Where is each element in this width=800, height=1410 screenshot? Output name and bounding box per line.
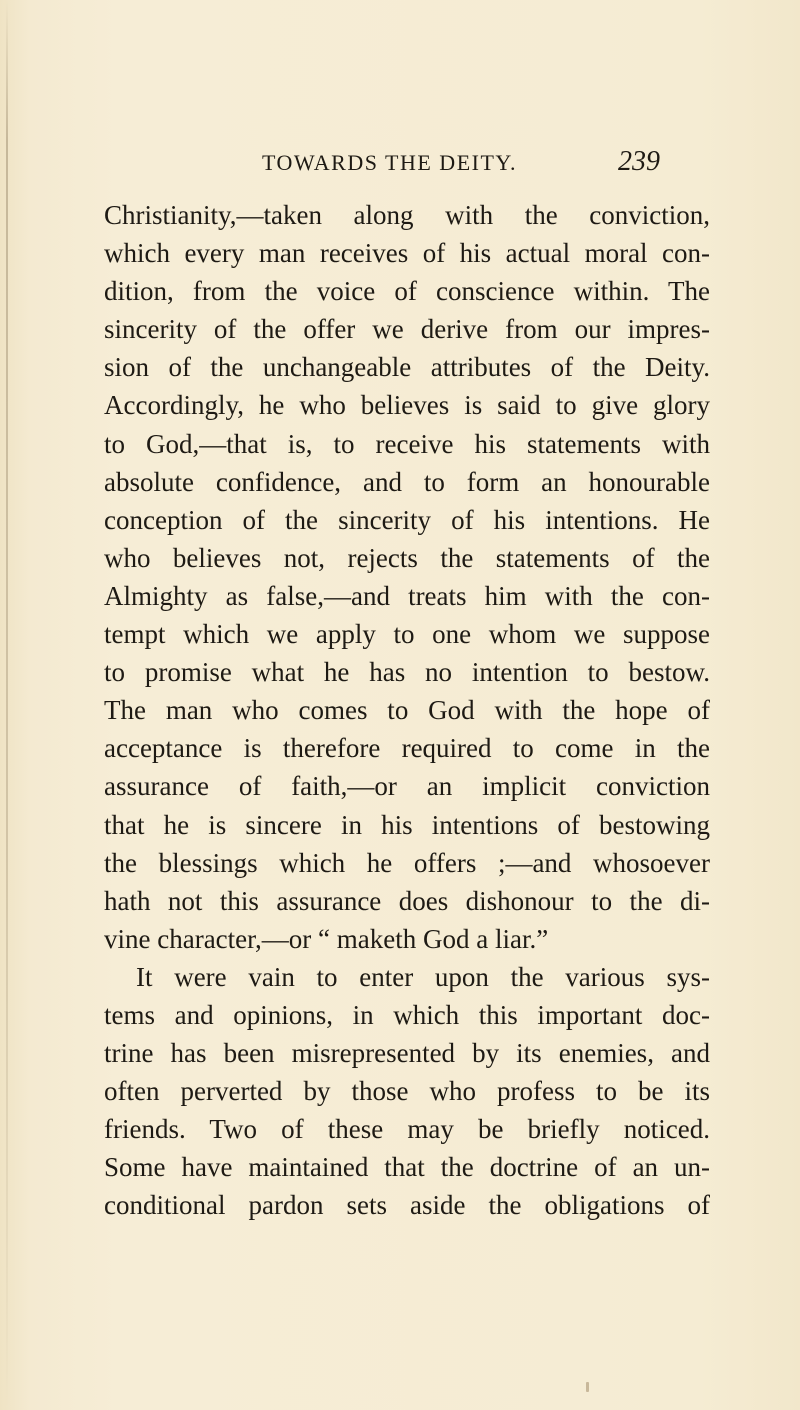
text-line: The man who comes to God with the hope of xyxy=(104,695,710,726)
text-line: to God,—that is, to receive his statements with xyxy=(104,428,710,459)
text-line: the blessings which he offers ;—and whosoever xyxy=(104,847,710,878)
text-line: which every man receives of his actual moral con- xyxy=(104,238,710,269)
text-line: absolute confidence, and to form an honourable xyxy=(104,466,710,497)
page-number: 239 xyxy=(618,146,660,177)
paper-speck xyxy=(586,1382,589,1392)
text-line: tempt which we apply to one whom we suppose xyxy=(104,619,710,650)
text-line: to promise what he has no intention to bestow. xyxy=(104,657,710,688)
text-line: dition, from the voice of conscience within. The xyxy=(104,276,710,307)
text-line: Some have maintained that the doctrine of an un- xyxy=(104,1152,710,1183)
text-line: trine has been misrepresented by its enemies, and xyxy=(104,1038,710,1069)
running-head xyxy=(262,146,660,180)
text-line: conception of the sincerity of his intentions. He xyxy=(104,504,710,535)
text-line: that he is sincere in his intentions of bestowing xyxy=(104,809,710,840)
text-line-paragraph-start: It were vain to enter upon the various sys- xyxy=(136,961,710,992)
text-line: tems and opinions, in which this important doc- xyxy=(104,999,710,1030)
text-line: hath not this assurance does dishonour to the di- xyxy=(104,885,710,916)
text-line: acceptance is therefore required to come in the xyxy=(104,733,710,764)
text-line: friends. Two of these may be briefly noticed. xyxy=(104,1114,710,1145)
running-title: TOWARDS THE DEITY. xyxy=(262,150,517,175)
text-line-paragraph-end: vine character,—or “ maketh God a liar.” xyxy=(104,923,549,954)
text-line: Accordingly, he who believes is said to give glory xyxy=(104,390,710,421)
text-line: assurance of faith,—or an implicit conviction xyxy=(104,771,710,802)
text-line: who believes not, rejects the statements of the xyxy=(104,542,710,573)
text-line: often perverted by those who profess to be its xyxy=(104,1076,710,1107)
text-line: conditional pardon sets aside the obligations of xyxy=(104,1190,710,1221)
text-line: Christianity,—taken along with the conviction, xyxy=(104,200,710,230)
text-line: sion of the unchangeable attributes of the Deity. xyxy=(104,352,710,383)
text-line: sincerity of the offer we derive from our impres- xyxy=(104,314,710,345)
binding-gutter xyxy=(6,0,8,1410)
text-line: Almighty as false,—and treats him with the con- xyxy=(104,580,710,611)
body-text xyxy=(104,196,710,1225)
